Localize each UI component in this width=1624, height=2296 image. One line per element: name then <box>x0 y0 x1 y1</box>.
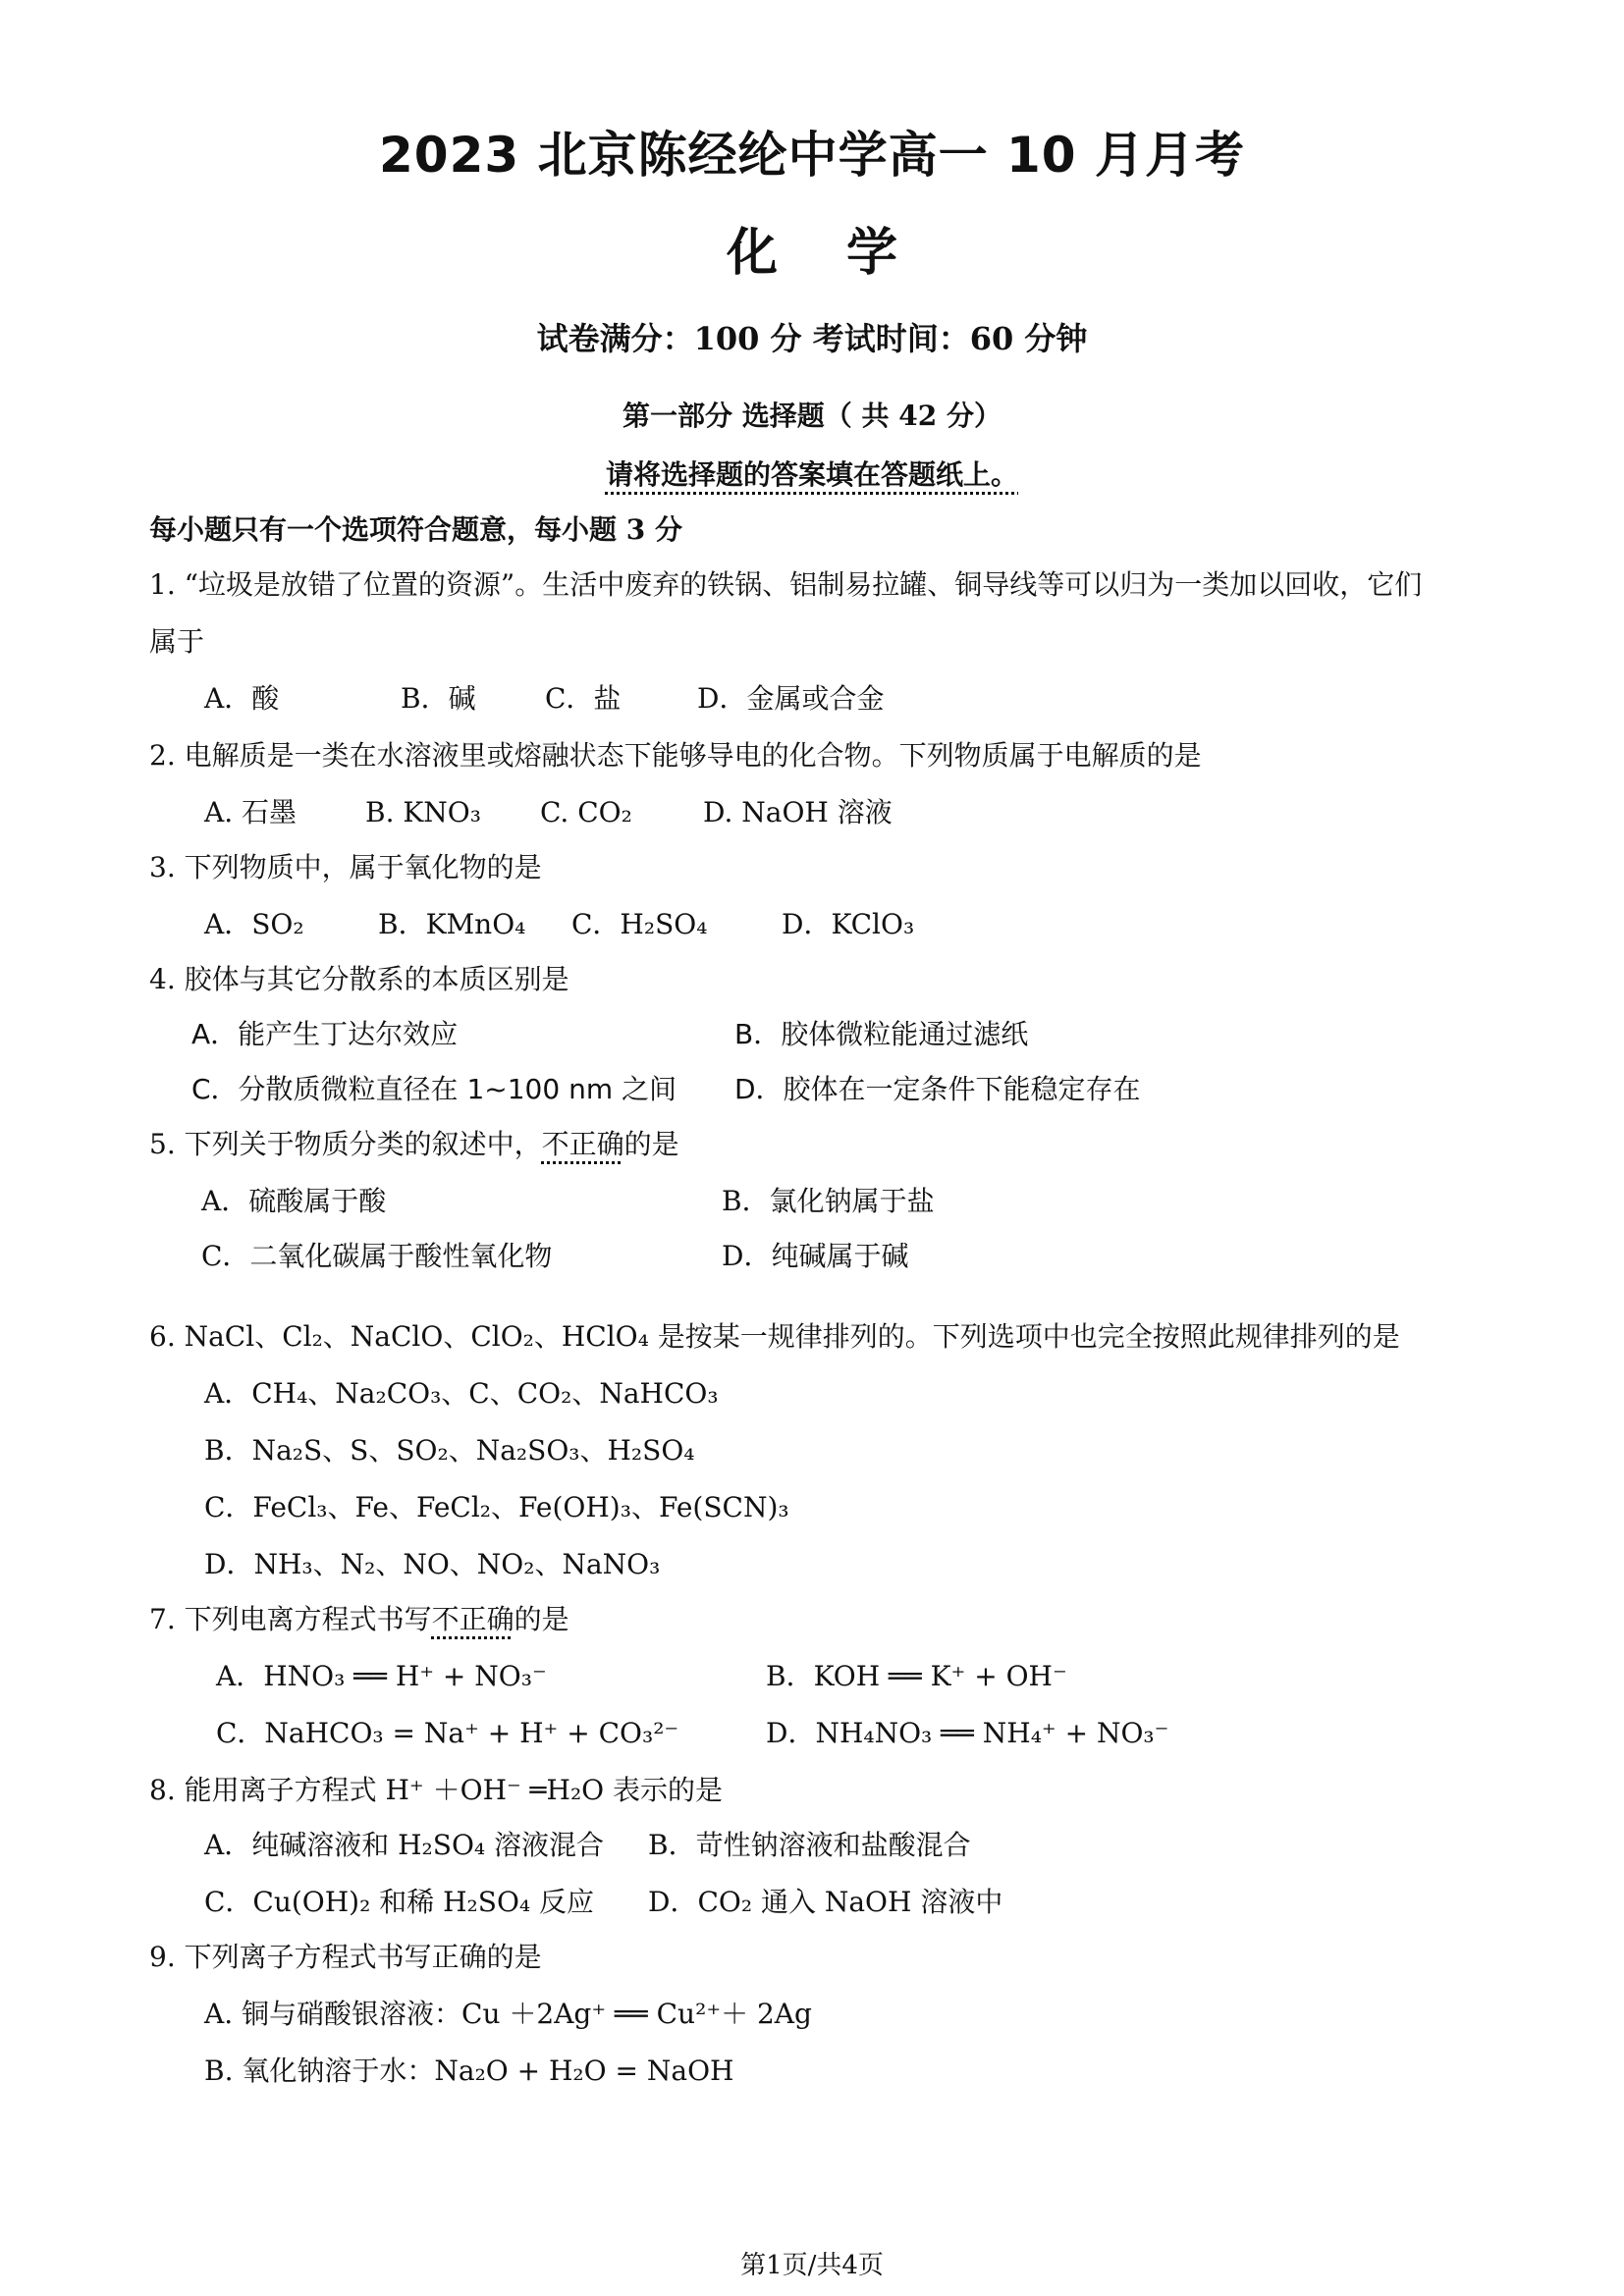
question-9-option-a: A. 铜与硝酸银溶液：Cu ＋2Ag⁺ ══ Cu²⁺＋ 2Ag <box>204 1998 812 2030</box>
exam-title: 2023 北京陈经纶中学高一 10 月月考 <box>379 127 1245 184</box>
question-6-option-c: C．FeCl₃、Fe、FeCl₂、Fe(OH)₃、Fe(SCN)₃ <box>204 1491 789 1523</box>
question-6-stem: 6. NaCl、Cl₂、NaClO、ClO₂、HClO₄ 是按某一规律排列的。下列选项中也完全按照此规律排列的是 <box>149 1320 1400 1353</box>
question-2-option-a: A. 石墨 <box>204 796 298 828</box>
scoring-rule: 每小题只有一个选项符合题意，每小题 3 分 <box>149 513 682 546</box>
question-5-option-a: A．硫酸属于酸 <box>201 1185 387 1217</box>
question-2-option-c: C. CO₂ <box>540 796 632 828</box>
question-3-stem: 3. 下列物质中，属于氧化物的是 <box>149 851 542 883</box>
question-5-stem-end: 的是 <box>623 1128 679 1160</box>
question-1-stem-cont: 属于 <box>149 625 205 658</box>
question-6-option-b: B．Na₂S、S、SO₂、Na₂SO₃、H₂SO₄ <box>204 1434 695 1467</box>
subject-title: 化学 <box>726 224 966 283</box>
exam-info: 试卷满分：100 分 考试时间：60 分钟 <box>536 320 1088 357</box>
question-3-option-b: B．KMnO₄ <box>378 908 526 940</box>
question-8-option-c: C．Cu(OH)₂ 和稀 H₂SO₄ 反应 <box>204 1886 595 1918</box>
question-5-stem <box>149 1127 679 1162</box>
question-9-stem: 9. 下列离子方程式书写正确的是 <box>149 1941 542 1973</box>
question-7-stem-text: 7. 下列电离方程式书写 <box>149 1603 432 1635</box>
question-7-stem-end: 的是 <box>514 1603 569 1635</box>
question-2-option-b: B. KNO₃ <box>365 796 481 828</box>
question-3-option-a: A．SO₂ <box>204 908 304 940</box>
question-4-option-d: D．胶体在一定条件下能稳定存在 <box>734 1073 1141 1105</box>
question-8-option-d: D．CO₂ 通入 NaOH 溶液中 <box>648 1886 1003 1918</box>
question-5-stem-text: 5. 下列关于物质分类的叙述中， <box>149 1128 542 1160</box>
question-5-option-c: C．二氧化碳属于酸性氧化物 <box>201 1240 553 1272</box>
question-1-option-b: B．碱 <box>401 682 476 715</box>
question-9-option-b: B. 氧化钠溶于水：Na₂O + H₂O = NaOH <box>204 2055 734 2087</box>
question-8-option-b: B．苛性钠溶液和盐酸混合 <box>648 1829 971 1861</box>
question-3-option-d: D．KClO₃ <box>782 908 915 940</box>
question-4-option-b: B．胶体微粒能通过滤纸 <box>734 1018 1029 1050</box>
question-2-stem: 2. 电解质是一类在水溶液里或熔融状态下能够导电的化合物。下列物质属于电解质的是 <box>149 739 1202 772</box>
question-7-option-b: B．KOH ══ K⁺ + OH⁻ <box>766 1660 1067 1692</box>
question-4-option-a: A．能产生丁达尔效应 <box>191 1018 459 1050</box>
question-3-option-c: C．H₂SO₄ <box>571 908 708 940</box>
question-1-option-c: C．盐 <box>545 682 622 715</box>
question-6-option-a: A．CH₄、Na₂CO₃、C、CO₂、NaHCO₃ <box>204 1377 719 1410</box>
question-8-option-a: A．纯碱溶液和 H₂SO₄ 溶液混合 <box>204 1829 605 1861</box>
question-7-option-c: C．NaHCO₃ = Na⁺ + H⁺ + CO₃²⁻ <box>216 1717 679 1749</box>
question-6-option-d: D．NH₃、N₂、NO、NO₂、NaNO₃ <box>204 1548 661 1580</box>
question-8-stem: 8. 能用离子方程式 H⁺ ＋OH⁻ ═H₂O 表示的是 <box>149 1774 724 1806</box>
question-7-emphasis: 不正确 <box>431 1603 514 1635</box>
page-number: 第1页/共4页 <box>740 2251 884 2280</box>
question-4-stem: 4. 胶体与其它分散系的本质区别是 <box>149 963 569 995</box>
question-4-option-c: C．分散质微粒直径在 1~100 nm 之间 <box>191 1073 677 1105</box>
question-7-option-d: D．NH₄NO₃ ══ NH₄⁺ + NO₃⁻ <box>766 1717 1169 1749</box>
question-7-option-a: A．HNO₃ ══ H⁺ + NO₃⁻ <box>216 1660 547 1692</box>
question-1-option-d: D．金属或合金 <box>697 682 885 715</box>
question-5-emphasis: 不正确 <box>541 1128 624 1160</box>
part-heading: 第一部分 选择题（ 共 42 分） <box>623 400 1001 432</box>
question-7-stem <box>149 1602 569 1637</box>
question-1-option-a: A．酸 <box>204 682 280 715</box>
question-5-option-d: D．纯碱属于碱 <box>722 1240 909 1272</box>
question-5-option-b: B．氯化钠属于盐 <box>722 1185 935 1217</box>
part-instruction: 请将选择题的答案填在答题纸上。 <box>605 458 1018 491</box>
question-2-option-d: D. NaOH 溶液 <box>703 796 893 828</box>
question-1-stem: 1. “垃圾是放错了位置的资源”。生活中废弃的铁锅、铝制易拉罐、铜导线等可以归为一类加以回收，它们 <box>149 568 1423 601</box>
